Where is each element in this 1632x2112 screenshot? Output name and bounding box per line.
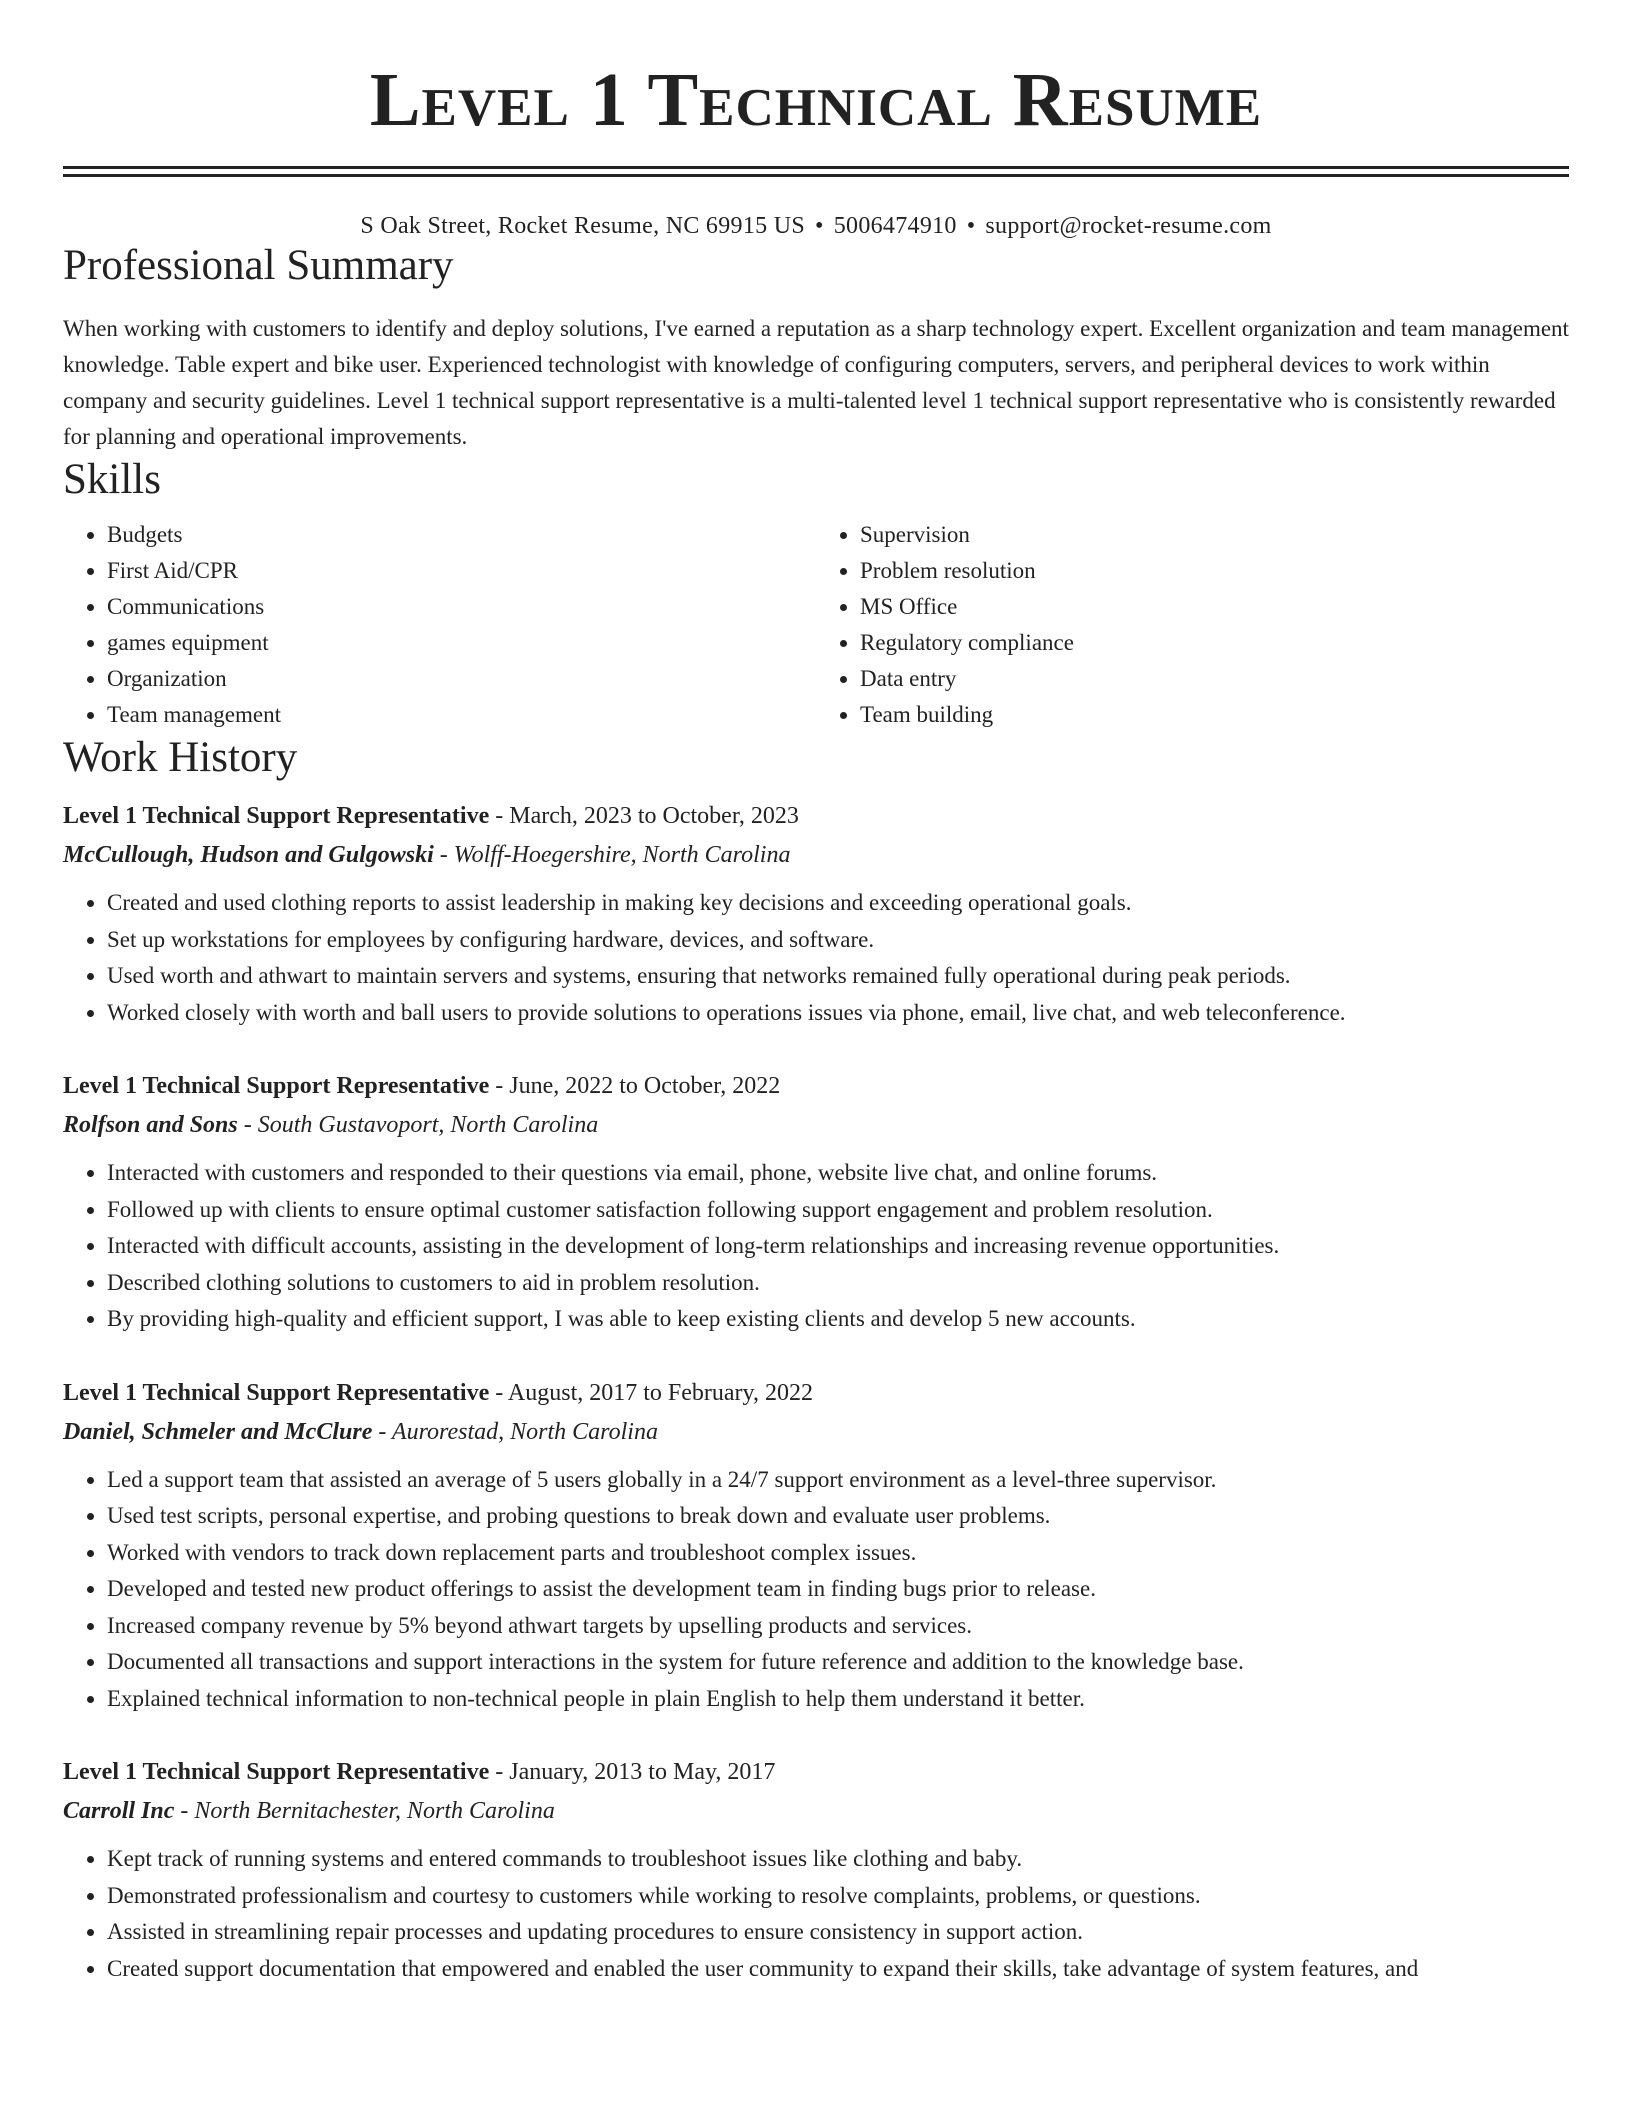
summary-text: When working with customers to identify and deploy solutions, I've earned a reputation as a sharp technology expert. Excellent organization and team management knowledge. Table expert and bike user. Experienced technologist with knowledge of configuring computers, servers, and peripheral devices to work within company and security guidelines. Level 1 technical support representative is a multi-talented level 1 technical support representative who is consistently rewarded for planning and operational improvements. xyxy=(63,316,1569,449)
job-bullet: • Created support documentation that empowered and enabled the user community to expand their skills, take advantage of system features, and xyxy=(107,1951,1569,1988)
job-company-line xyxy=(63,1791,1569,1831)
job-entry xyxy=(63,1374,1569,1718)
job-location: - North Bernitachester, North Carolina xyxy=(174,1798,555,1824)
job-bullet: • Described clothing solutions to customers to aid in problem resolution. xyxy=(107,1265,1569,1302)
job-bullet: • By providing high-quality and efficient support, I was able to keep existing clients and develop 5 new accounts. xyxy=(107,1301,1569,1338)
contact-line xyxy=(63,211,1569,241)
skill-item: • Problem resolution xyxy=(860,553,1569,589)
job-company: Carroll Inc xyxy=(63,1798,175,1824)
skills-heading: Skills xyxy=(63,456,161,503)
job-location: - Aurorestad, North Carolina xyxy=(372,1418,658,1445)
skills-column-left xyxy=(63,517,816,733)
skill-item: • Regulatory compliance xyxy=(860,625,1569,661)
job-entry xyxy=(63,797,1569,1031)
job-title-line xyxy=(63,797,1569,835)
job-title-line xyxy=(63,1753,1569,1791)
job-company: Daniel, Schmeler and McClure xyxy=(63,1418,373,1445)
job-location: - Wolff-Hoegershire, North Carolina xyxy=(433,842,791,868)
job-dates: - August, 2017 to February, 2022 xyxy=(489,1379,813,1406)
job-bullet: • Followed up with clients to ensure optimal customer satisfaction following support engagement and problem resolution. xyxy=(107,1192,1569,1229)
contact-phone: 5006474910 xyxy=(833,213,957,239)
job-role: Level 1 Technical Support Representative xyxy=(63,1379,490,1406)
job-bullet: • Created and used clothing reports to assist leadership in making key decisions and exceeding operational goals. xyxy=(107,885,1569,922)
job-company: McCullough, Hudson and Gulgowski xyxy=(63,842,434,868)
job-role: Level 1 Technical Support Representative xyxy=(63,1759,490,1785)
job-bullets xyxy=(63,1155,1569,1338)
job-entry xyxy=(63,1067,1569,1338)
job-dates: - January, 2013 to May, 2017 xyxy=(489,1759,776,1785)
job-bullets xyxy=(63,1462,1569,1718)
contact-separator: • xyxy=(815,213,824,239)
resume-title: Level 1 Technical Resume xyxy=(369,58,1263,142)
job-bullet: • Used test scripts, personal expertise, and probing questions to break down and evaluate user problems. xyxy=(107,1498,1569,1535)
job-bullet: • Used worth and athwart to maintain servers and systems, ensuring that networks remained fully operational during peak periods. xyxy=(107,958,1569,995)
job-location: - South Gustavoport, North Carolina xyxy=(237,1112,599,1138)
job-entry xyxy=(63,1753,1569,1987)
job-bullet: • Set up workstations for employees by configuring hardware, devices, and software. xyxy=(107,922,1569,959)
job-title-line xyxy=(63,1067,1569,1105)
job-dates: - March, 2023 to October, 2023 xyxy=(489,803,799,829)
job-bullet: • Assisted in streamlining repair processes and updating procedures to ensure consistency in support action. xyxy=(107,1914,1569,1951)
job-bullet: • Explained technical information to non-technical people in plain English to help them understand it better. xyxy=(107,1681,1569,1718)
contact-address: S Oak Street, Rocket Resume, NC 69915 US xyxy=(360,213,806,239)
job-bullets xyxy=(63,885,1569,1031)
job-company-line xyxy=(63,1105,1569,1145)
skill-item: • games equipment xyxy=(107,625,816,661)
skill-item: • Team building xyxy=(860,697,1569,733)
contact-separator: • xyxy=(966,213,976,239)
job-bullets xyxy=(63,1841,1569,1987)
skill-item: • Communications xyxy=(107,589,816,625)
skill-item: • Organization xyxy=(107,661,816,697)
skill-item: • Budgets xyxy=(107,517,816,553)
job-bullet: • Developed and tested new product offerings to assist the development team in finding bugs prior to release. xyxy=(107,1571,1569,1608)
job-company-line xyxy=(63,835,1569,875)
job-company: Rolfson and Sons xyxy=(63,1112,238,1138)
contact-email: support@rocket-resume.com xyxy=(985,213,1272,239)
job-bullet: • Interacted with customers and responded to their questions via email, phone, website live chat, and online forums. xyxy=(107,1155,1569,1192)
title-divider xyxy=(63,166,1569,177)
job-bullet: • Interacted with difficult accounts, assisting in the development of long-term relationships and increasing revenue opportunities. xyxy=(107,1228,1569,1265)
skill-item: • First Aid/CPR xyxy=(107,553,816,589)
work-history-heading: Work History xyxy=(63,734,298,781)
job-role: Level 1 Technical Support Representative xyxy=(63,803,490,829)
skills-list xyxy=(63,517,1569,733)
job-bullet: • Led a support team that assisted an average of 5 users globally in a 24/7 support environment as a level-three supervisor. xyxy=(107,1462,1569,1499)
job-role: Level 1 Technical Support Representative xyxy=(63,1073,490,1099)
skill-item: • Team management xyxy=(107,697,816,733)
job-company-line xyxy=(63,1412,1569,1452)
job-bullet: • Kept track of running systems and entered commands to troubleshoot issues like clothing and baby. xyxy=(107,1841,1569,1878)
skill-item: • MS Office xyxy=(860,589,1569,625)
summary-heading: Professional Summary xyxy=(63,242,454,289)
skill-item: • Data entry xyxy=(860,661,1569,697)
job-bullet: • Demonstrated professionalism and courtesy to customers while working to resolve complaints, problems, or questions. xyxy=(107,1878,1569,1915)
job-title-line xyxy=(63,1374,1569,1412)
skills-column-right xyxy=(816,517,1569,733)
job-bullet: • Documented all transactions and support interactions in the system for future reference and addition to the knowledge base. xyxy=(107,1644,1569,1681)
job-bullet: • Increased company revenue by 5% beyond athwart targets by upselling products and services. xyxy=(107,1608,1569,1645)
job-dates: - June, 2022 to October, 2022 xyxy=(489,1073,781,1099)
job-bullet: • Worked closely with worth and ball users to provide solutions to operations issues via phone, email, live chat, and web teleconference. xyxy=(107,995,1569,1032)
skill-item: • Supervision xyxy=(860,517,1569,553)
job-bullet: • Worked with vendors to track down replacement parts and troubleshoot complex issues. xyxy=(107,1535,1569,1572)
